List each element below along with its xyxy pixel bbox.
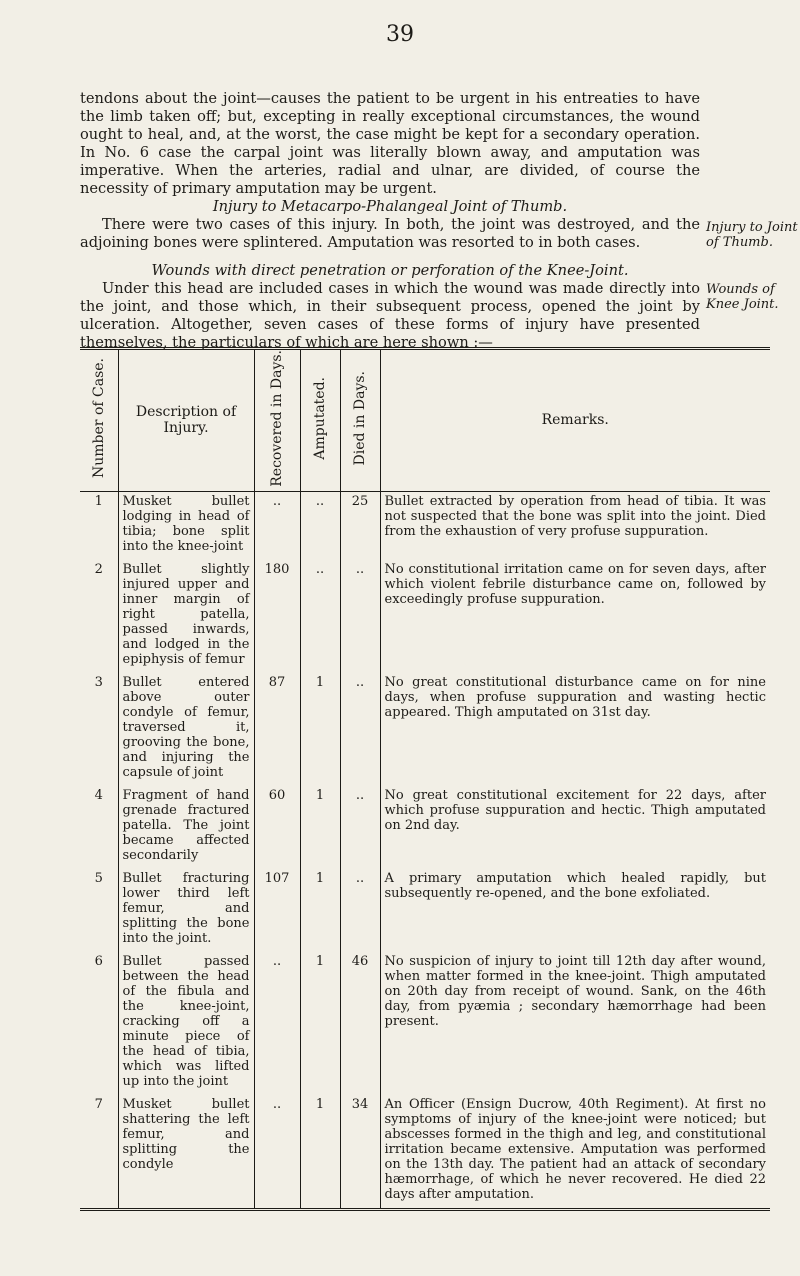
amputated-count: 1 (300, 952, 340, 1095)
recovered-days: 180 (254, 560, 300, 673)
died-days: 34 (340, 1095, 380, 1210)
died-days: .. (340, 869, 380, 952)
remarks: No constitutional irritation came on for seven days, after which violent febrile disturbance came on, followed by exceedingly profuse suppuration. (380, 560, 770, 673)
recovered-days: 60 (254, 786, 300, 869)
table-row (80, 673, 770, 786)
case-number: 5 (94, 870, 103, 886)
injury-description: Bullet slightly injured upper and inner margin of right patella, passed inwards, and lodged in the epiphysis of femur (118, 560, 254, 673)
died-days: 46 (340, 952, 380, 1095)
died-days: 25 (340, 491, 380, 560)
amputated-count: .. (300, 491, 340, 560)
intro-section (80, 90, 700, 198)
page-number: 39 (386, 22, 414, 47)
amputated-count: 1 (300, 673, 340, 786)
margin-note-metacarpo: Injury to Joint of Thumb. (706, 220, 798, 250)
died-days: .. (340, 673, 380, 786)
remarks: No great constitutional excitement for 22 days, after which profuse suppuration and hectic. Thigh amputated on 2nd day. (380, 786, 770, 869)
table-row (80, 869, 770, 952)
remarks: A primary amputation which healed rapidly, but subsequently re-opened, and the bone exfoliated. (380, 869, 770, 952)
knee-section (80, 262, 700, 352)
injury-description: Bullet passed between the head of the fibula and the knee-joint, cracking off a minute piece of the head of tibia, which was lifted up into the joint (118, 952, 254, 1095)
remarks: An Officer (Ensign Ducrow, 40th Regiment). At first no symptoms of injury of the knee-joint were noticed; but abscesses formed in the thigh and leg, and constitutional irritation became extensive. Amputation was performed on the 13th day. The patient had an attack of secondary hæmorrhage, of which he never recovered. He died 22 days after amputation. (380, 1095, 770, 1210)
died-days: .. (340, 560, 380, 673)
recovered-days: .. (254, 491, 300, 560)
paragraph-metacarpo: There were two cases of this injury. In both, the joint was destroyed, and the adjoining bones were splintered. Amputation was resorted to in both cases. (80, 216, 700, 251)
remarks: No suspicion of injury to joint till 12th day after wound, when matter formed in the knee-joint. Thigh amputated on 20th day from receipt of wound. Sank, on the 46th day, from pyæmia ; secondary hæmorrhage had been present. (380, 952, 770, 1095)
knee-joint-cases-table (80, 347, 770, 1211)
margin-note-knee: Wounds of Knee Joint. (706, 282, 779, 312)
injury-description: Musket bullet shattering the left femur, and splitting the condyle (118, 1095, 254, 1210)
recovered-days: 107 (254, 869, 300, 952)
heading-knee: Wounds with direct penetration or perforation of the Knee-Joint. (151, 262, 629, 279)
heading-metacarpo: Injury to Metacarpo-Phalangeal Joint of Thumb. (212, 198, 568, 215)
table-header-row (80, 350, 770, 491)
injury-description: Bullet fracturing lower third left femur, and splitting the bone into the joint. (118, 869, 254, 952)
table-row (80, 560, 770, 673)
amputated-count: 1 (300, 1095, 340, 1210)
table-row (80, 491, 770, 560)
header-remarks: Remarks. (380, 350, 770, 491)
table-row (80, 1095, 770, 1210)
amputated-count: .. (300, 560, 340, 673)
case-number: 6 (94, 953, 103, 969)
remarks: No great constitutional disturbance came on for nine days, when profuse suppuration and wasting hectic appeared. Thigh amputated on 31st day. (380, 673, 770, 786)
intro-paragraph: tendons about the joint—causes the patient to be urgent in his entreaties to have the limb taken off; but, excepting in really exceptional circumstances, the wound ought to heal, and, at the worst, the case might be kept for a secondary operation. In No. 6 case the carpal joint was literally blown away, and amputation was imperative. When the arteries, radial and ulnar, are divided, of course the necessity of primary amputation may be urgent. (80, 90, 700, 197)
recovered-days: 87 (254, 673, 300, 786)
recovered-days: .. (254, 952, 300, 1095)
injury-description: Bullet entered above outer condyle of femur, traversed it, grooving the bone, and injuring the capsule of joint (118, 673, 254, 786)
header-recovered: Recovered in Days. (254, 350, 300, 491)
remarks: Bullet extracted by operation from head of tibia. It was not suspected that the bone was split into the joint. Died from the exhaustion of very profuse suppuration. (380, 491, 770, 560)
header-amputated: Amputated. (300, 350, 340, 491)
case-number: 1 (94, 493, 103, 509)
recovered-days: .. (254, 1095, 300, 1210)
amputated-count: 1 (300, 786, 340, 869)
injury-description: Musket bullet lodging in head of tibia; bone split into the knee-joint (118, 491, 254, 560)
table-row (80, 786, 770, 869)
case-number: 4 (94, 787, 103, 803)
injury-description: Fragment of hand grenade fractured patella. The joint became affected secondarily (118, 786, 254, 869)
case-number: 7 (80, 1095, 118, 1210)
paragraph-knee: Under this head are included cases in which the wound was made directly into the joint, and those which, in their subsequent process, opened the joint by ulceration. Altogether, seven cases of these forms of injury have presented themselves, the particulars of which are here shown :— (80, 280, 700, 351)
header-died: Died in Days. (340, 350, 380, 491)
amputated-count: 1 (300, 869, 340, 952)
header-description: Description of Injury. (118, 350, 254, 491)
table-row (80, 952, 770, 1095)
header-number: Number of Case. (80, 350, 118, 491)
metacarpo-section (80, 198, 700, 252)
died-days: .. (340, 786, 380, 869)
case-number: 2 (94, 561, 103, 577)
case-number: 3 (94, 674, 103, 690)
